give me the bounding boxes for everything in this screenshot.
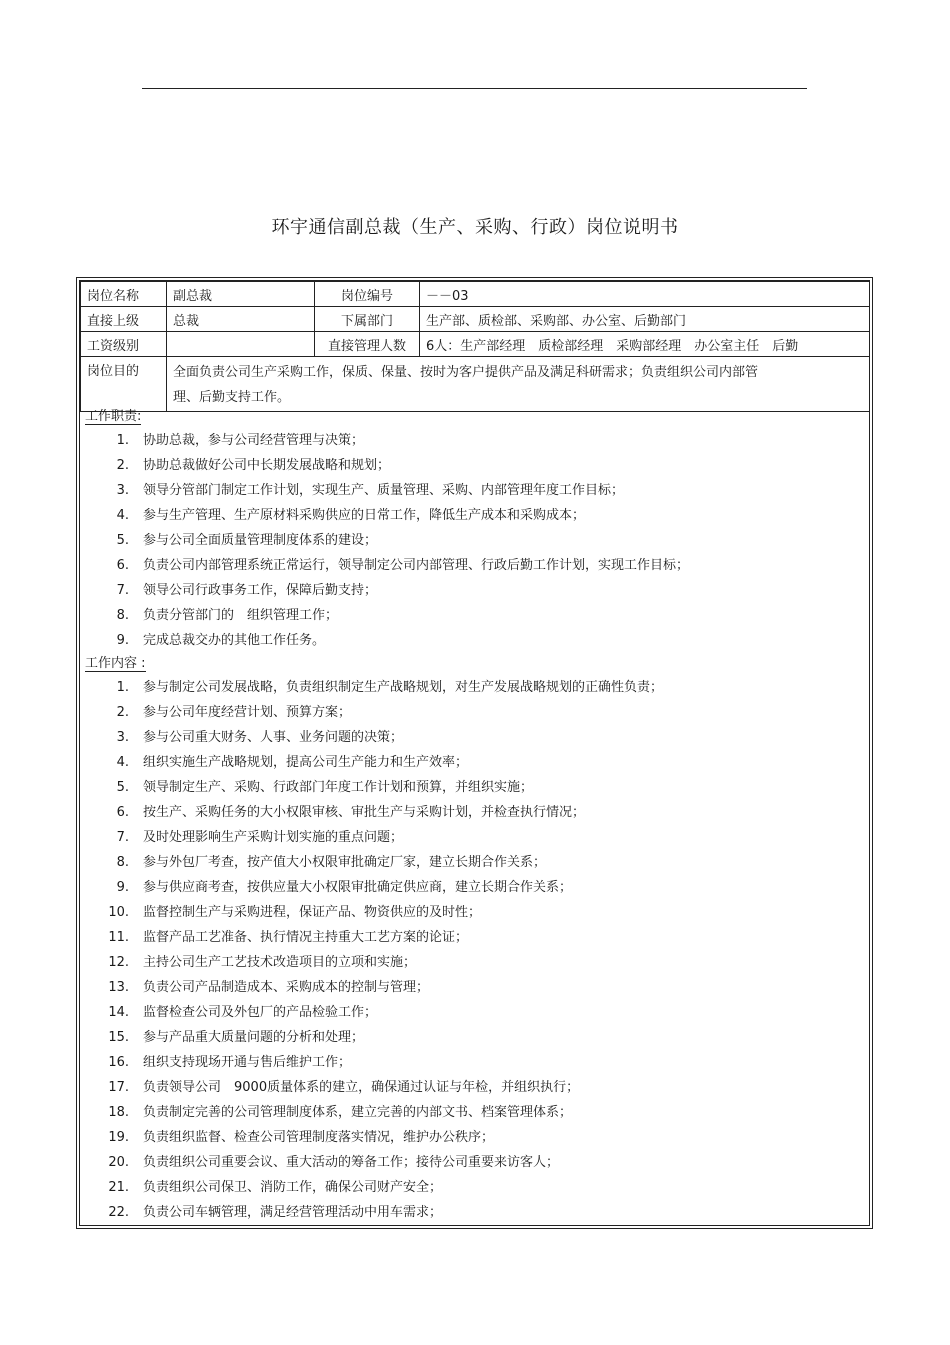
list-item-text: 负责制定完善的公司管理制度体系，建立完善的内部文书、档案管理体系； [143,1105,573,1120]
list-item [85,578,865,603]
list-item-number: 9. [116,633,129,648]
list-item-text: 组织支持现场开通与售后维护工作； [143,1055,352,1070]
list-item-text: 参与产品重大质量问题的分析和处理； [143,1030,365,1045]
header-rule [142,88,807,89]
list-item-text: 主持公司生产工艺技术改造项目的立项和实施； [143,955,417,970]
list-item [85,1125,865,1150]
list-item-text: 负责组织公司保卫、消防工作，确保公司财产安全； [143,1180,443,1195]
list-item-number: 21. [108,1180,129,1195]
list-item-text: 及时处理影响生产采购计划实施的重点问题； [143,830,404,845]
salary-level-label: 工资级别 [81,332,167,357]
row-position-name [81,282,870,307]
list-item-text: 参与制定公司发展战略，负责组织制定生产战略规划，对生产发展战略规划的正确性负责； [143,680,664,695]
list-item [85,1100,865,1125]
list-item [85,428,865,453]
list-item [85,1150,865,1175]
contents-list [85,675,865,1225]
list-item-text: 完成总裁交办的其他工作任务。 [143,633,326,648]
list-item-number: 17. [108,1080,129,1095]
salary-level-value [167,332,315,357]
list-item-number: 10. [108,905,129,920]
list-item-text: 参与公司全面质量管理制度体系的建设； [143,533,378,548]
list-item [85,1075,865,1100]
list-item-number: 9. [116,880,129,895]
list-item-number: 14. [108,1005,129,1020]
list-item-text: 负责组织公司重要会议、重大活动的筹备工作；接待公司重要来访客人； [143,1155,560,1170]
direct-reports-label: 直接管理人数 [315,332,420,357]
list-item [85,1050,865,1075]
list-item [85,925,865,950]
list-item-number: 7. [116,583,129,598]
purpose-label: 岗位目的 [81,357,167,412]
job-description-frame [76,277,873,1229]
list-item-number: 5. [116,780,129,795]
list-item [85,478,865,503]
list-item [85,553,865,578]
list-item-number: 20. [108,1155,129,1170]
list-item-number: 8. [116,608,129,623]
list-item-number: 1. [116,680,129,695]
list-item-number: 2. [116,705,129,720]
list-item-number: 3. [116,730,129,745]
list-item [85,700,865,725]
superior-value: 总裁 [167,307,315,332]
list-item-text: 组织实施生产战略规划，提高公司生产能力和生产效率； [143,755,469,770]
list-item-number: 18. [108,1105,129,1120]
list-item [85,975,865,1000]
list-item-text: 负责组织监督、检查公司管理制度落实情况，维护办公秩序； [143,1130,495,1145]
purpose-value: 全面负责公司生产采购工作，保质、保量、按时为客户提供产品及满足科研需求；负责组织公司内部管理、后勤支持工作。 [167,357,870,412]
subordinate-dept-value: 生产部、质检部、采购部、办公室、后勤部门 [420,307,870,332]
list-item-text: 参与供应商考查，按供应量大小权限审批确定供应商，建立长期合作关系； [143,880,573,895]
row-superior [81,307,870,332]
list-item-number: 22. [108,1205,129,1220]
list-item-text: 负责公司产品制造成本、采购成本的控制与管理； [143,980,430,995]
list-item-number: 8. [116,855,129,870]
list-item-text: 按生产、采购任务的大小权限审核、审批生产与采购计划，并检查执行情况； [143,805,586,820]
list-item-text: 监督检查公司及外包厂的产品检验工作； [143,1005,378,1020]
list-item-text: 参与公司年度经营计划、预算方案； [143,705,352,720]
position-info-table [80,281,870,412]
list-item [85,628,865,653]
list-item-number: 6. [116,558,129,573]
position-name-label: 岗位名称 [81,282,167,307]
list-item-number: 7. [116,830,129,845]
superior-label: 直接上级 [81,307,167,332]
list-item-number: 3. [116,483,129,498]
row-purpose [81,357,870,412]
list-item [85,603,865,628]
list-item [85,1175,865,1200]
list-item-text: 参与公司重大财务、人事、业务问题的决策； [143,730,404,745]
list-item-number: 5. [116,533,129,548]
list-item-text: 协助总裁做好公司中长期发展战略和规划； [143,458,391,473]
list-item-text: 参与外包厂考查，按产值大小权限审批确定厂家，建立长期合作关系； [143,855,547,870]
list-item-number: 4. [116,755,129,770]
list-item [85,1025,865,1050]
list-item-number: 2. [116,458,129,473]
list-item-number: 16. [108,1055,129,1070]
list-item-text: 领导公司行政事务工作，保障后勤支持； [143,583,378,598]
list-item-number: 12. [108,955,129,970]
responsibilities-section [85,406,865,1225]
document-title: 环宇通信副总裁（生产、采购、行政）岗位说明书 [271,217,679,238]
list-item-number: 15. [108,1030,129,1045]
duties-list [85,428,865,653]
list-item [85,750,865,775]
list-item-number: 13. [108,980,129,995]
list-item [85,1200,865,1225]
contents-heading: 工作内容 : [85,656,146,671]
list-item-text: 参与生产管理、生产原材料采购供应的日常工作，降低生产成本和采购成本； [143,508,586,523]
direct-reports-value: 6人：生产部经理 质检部经理 采购部经理 办公室主任 后勤 [420,332,870,357]
list-item [85,875,865,900]
list-item [85,800,865,825]
list-item [85,675,865,700]
list-item [85,900,865,925]
list-item-text: 监督产品工艺准备、执行情况主持重大工艺方案的论证； [143,930,469,945]
position-code-value: －－03 [420,282,870,307]
list-item-number: 6. [116,805,129,820]
list-item-number: 19. [108,1130,129,1145]
subordinate-dept-label: 下属部门 [315,307,420,332]
position-code-label: 岗位编号 [315,282,420,307]
list-item [85,775,865,800]
duties-heading: 工作职责: [85,409,142,424]
list-item [85,825,865,850]
list-item-number: 4. [116,508,129,523]
position-name-value: 副总裁 [167,282,315,307]
list-item [85,528,865,553]
list-item [85,725,865,750]
list-item-text: 领导分管部门制定工作计划，实现生产、质量管理、采购、内部管理年度工作目标； [143,483,625,498]
list-item-text: 领导制定生产、采购、行政部门年度工作计划和预算，并组织实施； [143,780,534,795]
list-item [85,1000,865,1025]
list-item [85,453,865,478]
list-item-number: 1. [116,433,129,448]
list-item-text: 负责公司车辆管理，满足经营管理活动中用车需求； [143,1205,443,1220]
list-item-text: 负责公司内部管理系统正常运行，领导制定公司内部管理、行政后勤工作计划，实现工作目标； [143,558,690,573]
list-item [85,850,865,875]
row-salary [81,332,870,357]
list-item-text: 协助总裁，参与公司经营管理与决策； [143,433,365,448]
list-item-text: 监督控制生产与采购进程，保证产品、物资供应的及时性； [143,905,482,920]
list-item-text: 负责分管部门的 组织管理工作； [143,608,339,623]
list-item-text: 负责领导公司 9000质量体系的建立，确保通过认证与年检，并组织执行； [143,1080,580,1095]
list-item [85,950,865,975]
list-item-number: 11. [108,930,129,945]
list-item [85,503,865,528]
